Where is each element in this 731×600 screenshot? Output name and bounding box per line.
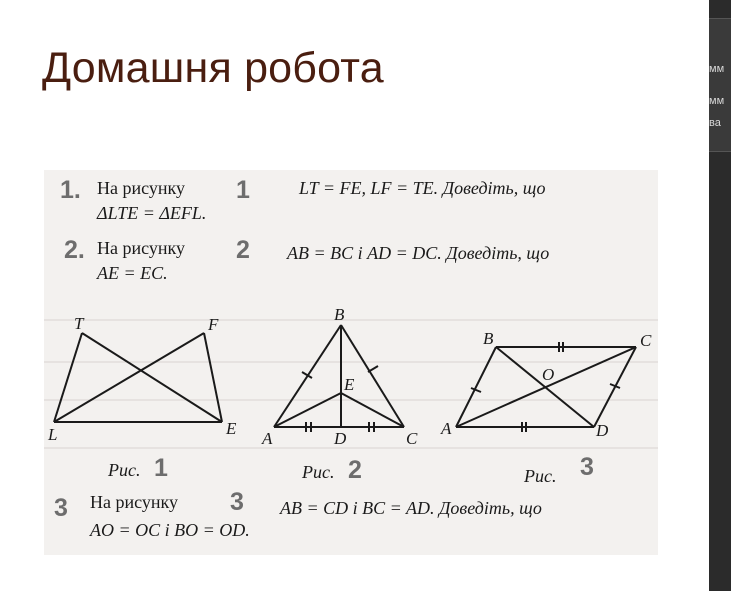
- fig3-label-c: C: [640, 331, 652, 350]
- fig1-label-e: E: [226, 419, 237, 438]
- problem-2-ref: 2: [236, 236, 250, 264]
- problem-1-ref: 1: [236, 176, 250, 204]
- problem-3-text: На рисунку: [90, 492, 178, 512]
- fig2-label-e: E: [344, 375, 355, 394]
- problem-1-condition: LT = FE, LF = TE. Доведіть, що: [299, 178, 546, 198]
- fig1-label-f: F: [208, 315, 219, 334]
- problem-2-line2: AE = EC.: [97, 263, 168, 283]
- side-snippet-2: мм: [709, 95, 725, 107]
- side-panel: [709, 0, 731, 591]
- problem-3-ref: 3: [230, 488, 244, 516]
- textbook-scan: [44, 170, 658, 555]
- problem-1-line2: ΔLTE = ΔEFL.: [97, 203, 207, 223]
- fig3-label-o: O: [542, 365, 555, 384]
- fig2-label-c: C: [406, 429, 418, 448]
- fig2-caption: Рис.: [302, 462, 335, 482]
- figure-1: [54, 333, 222, 422]
- problem-2-condition: AB = BC і AD = DC. Доведіть, що: [287, 243, 550, 263]
- fig1-label-l: L: [48, 425, 58, 444]
- problem-1-text: На рисунку: [97, 178, 185, 198]
- fig3-caption: Рис.: [524, 466, 557, 486]
- problem-3-number: 3: [54, 494, 68, 522]
- problem-1-number: 1.: [60, 176, 81, 204]
- fig2-label-b: B: [334, 305, 345, 324]
- fig2-label-a: A: [262, 429, 273, 448]
- figures-svg: [44, 300, 658, 600]
- fig2-caption-num: 2: [348, 456, 362, 484]
- fig1-caption: Рис.: [108, 460, 141, 480]
- side-card[interactable]: [709, 18, 731, 152]
- side-snippet-3: ва: [709, 117, 721, 129]
- problem-2-number: 2.: [64, 236, 85, 264]
- problem-3-condition: AB = CD і BC = AD. Доведіть, що: [280, 498, 542, 518]
- fig2-label-d: D: [334, 429, 347, 448]
- fig3-caption-num: 3: [580, 453, 594, 481]
- problem-3-line2: AO = OC і BO = OD.: [90, 520, 250, 540]
- problem-2-text: На рисунку: [97, 238, 185, 258]
- fig1-caption-num: 1: [154, 454, 168, 482]
- figure-2: [274, 325, 404, 432]
- fig3-label-d: D: [596, 421, 609, 440]
- slide-title: Домашня робота: [42, 44, 384, 92]
- side-snippet-1: мм: [709, 63, 725, 75]
- fig3-label-b: B: [483, 329, 494, 348]
- figure-3: [456, 342, 636, 432]
- fig3-label-a: A: [441, 419, 452, 438]
- fig1-label-t: T: [74, 314, 84, 333]
